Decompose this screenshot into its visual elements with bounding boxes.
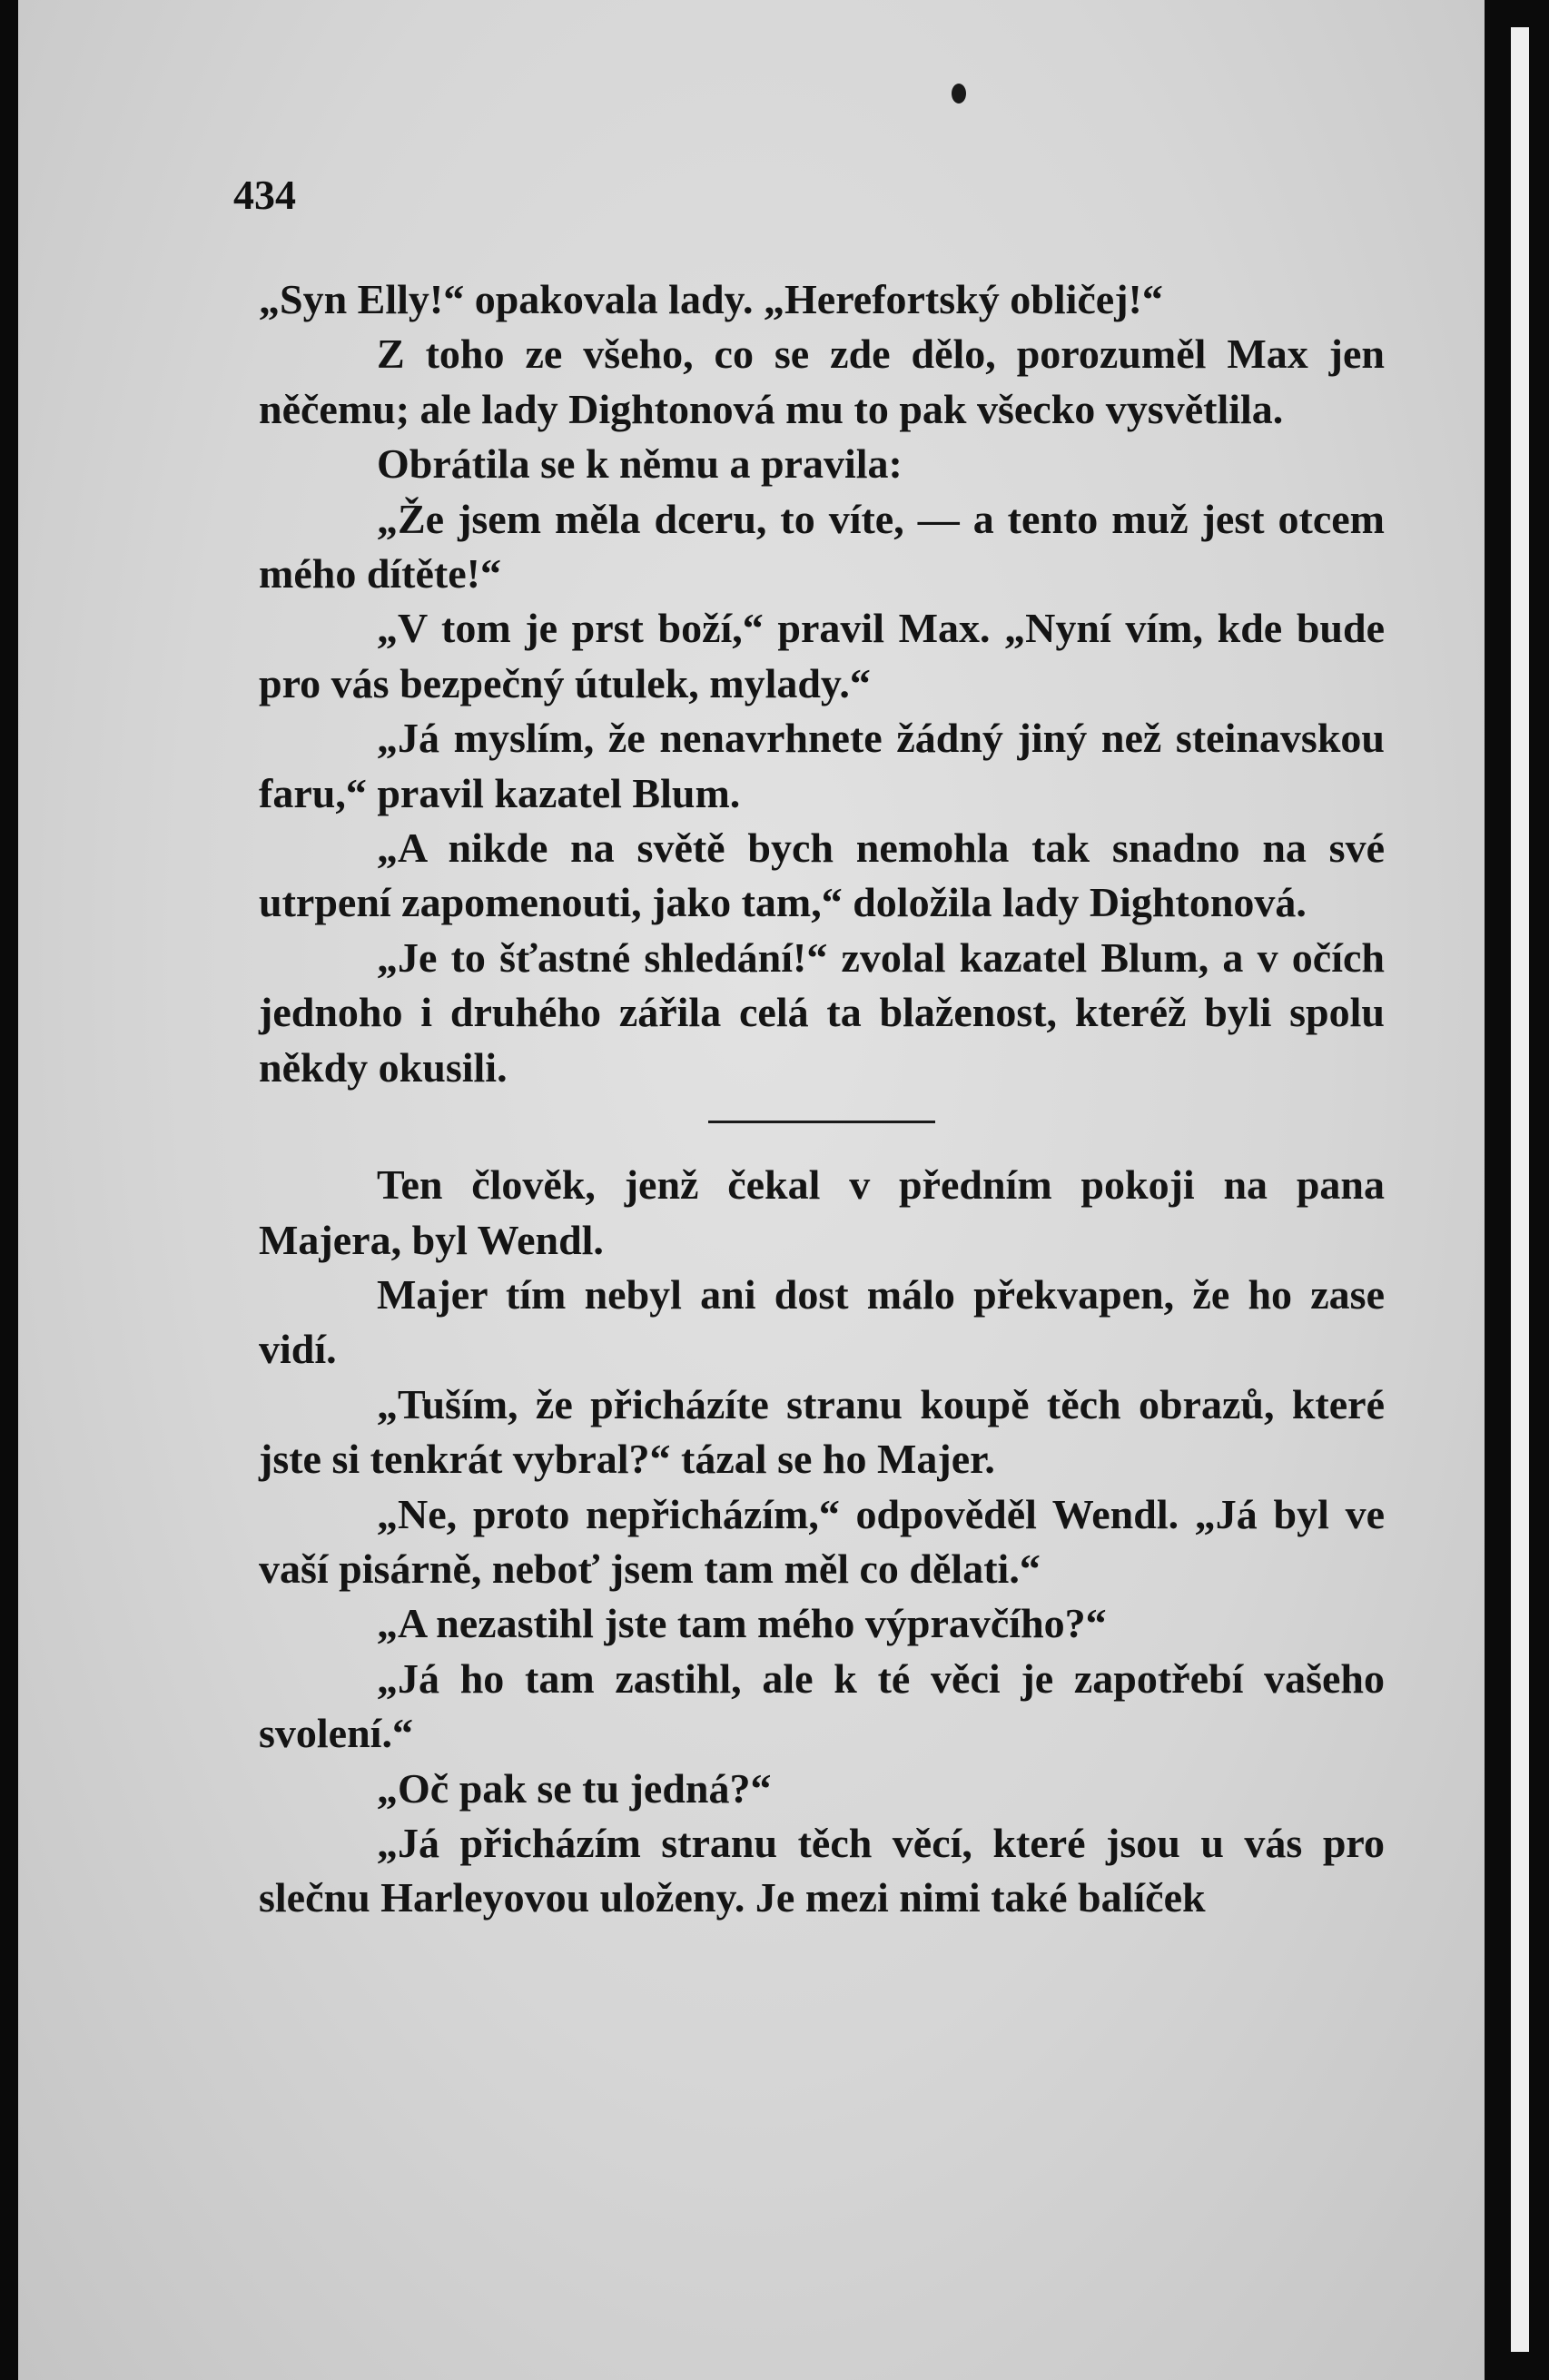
paragraph: „Tuším, že přicházíte stranu koupě těch obrazů, které jste si tenkrát vybral?“ tázal se ho Majer. (259, 1380, 1385, 1483)
section-divider (708, 1121, 935, 1123)
paragraph: „V tom je prst boží,“ pravil Max. „Nyní vím, kde bude pro vás bezpečný útulek, mylady.“ (259, 605, 1385, 706)
page-number: 434 (233, 172, 296, 218)
book-page (18, 0, 1485, 2380)
paragraph: „Já myslím, že nenavrhnete žádný jiný než steinavskou faru,“ pravil kazatel Blum. (259, 715, 1385, 816)
paragraph: „Já ho tam zastihl, ale k té věci je zapotřebí vašeho svolení.“ (259, 1654, 1385, 1757)
paragraph: „Že jsem měla dceru, to víte, — a tento muž jest otcem mého dítěte!“ (259, 495, 1385, 597)
paragraph: „Oč pak se tu jedná?“ (377, 1764, 772, 1812)
paragraph: Z toho ze všeho, co se zde dělo, porozuměl Max jen něčemu; ale lady Dightonová mu to pak všecko vysvětlila. (259, 331, 1385, 432)
paragraph: „Já přicházím stranu těch věcí, které jsou u vás pro slečnu Harleyovou uloženy. Je mezi nimi také balíček (259, 1819, 1385, 1921)
paragraph: Obrátila se k němu a pravila: (377, 440, 903, 488)
adjacent-page-edge (1511, 27, 1529, 2352)
paragraph: „A nikde na světě bych nemohla tak snadno na své utrpení zapomenouti, jako tam,“ doložila lady Dightonová. (259, 825, 1385, 926)
paragraph: „Ne, proto nepřicházím,“ odpověděl Wendl. „Já byl ve vaší pisárně, neboť jsem tam měl co dělati.“ (259, 1490, 1385, 1592)
paragraph: „Je to šťastné shledání!“ zvolal kazatel Blum, a v očích jednoho i druhého zářila celá ta blaženost, kteréž byli spolu někdy okusili. (259, 933, 1385, 1091)
paragraph: „A nezastihl jste tam mého výpravčího?“ (377, 1600, 1107, 1647)
paragraph: „Syn Elly!“ opakovala lady. „Herefortský obličej!“ (259, 276, 1163, 322)
ink-spot (952, 84, 966, 104)
paragraph: Majer tím nebyl ani dost málo překvapen, že ho zase vidí. (259, 1270, 1385, 1373)
paragraph: Ten člověk, jenž čekal v předním pokoji na pana Majera, byl Wendl. (259, 1161, 1385, 1263)
page-text (259, 272, 1385, 1926)
